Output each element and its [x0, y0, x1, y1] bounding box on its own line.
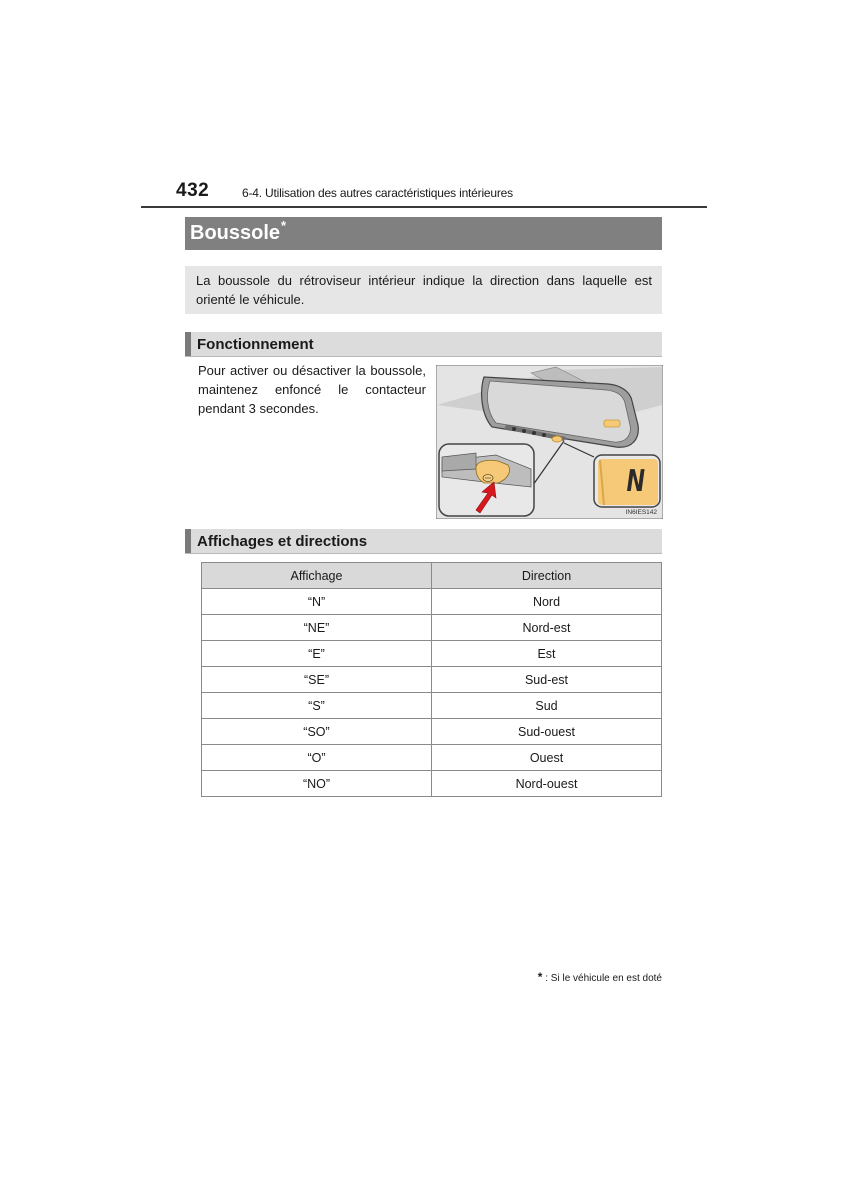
directions-table	[201, 562, 662, 797]
direction-cell: Nord-est	[432, 615, 662, 641]
affichage-cell: “NO”	[202, 771, 432, 797]
footnote-text: : Si le véhicule en est doté	[545, 973, 662, 984]
table-row	[202, 589, 662, 615]
affichage-cell: “S”	[202, 693, 432, 719]
column-header-affichage: Affichage	[202, 563, 432, 589]
compass-display-letter: N	[624, 464, 648, 499]
page-title: Boussole	[190, 222, 281, 244]
table-row	[202, 615, 662, 641]
mirror-switch-diagram	[436, 365, 663, 519]
affichage-cell: “NE”	[202, 615, 432, 641]
direction-cell: Est	[432, 641, 662, 667]
mirror-illustration	[436, 365, 663, 519]
affichage-cell: “SE”	[202, 667, 432, 693]
section-heading-affichages: Affichages et directions	[185, 529, 662, 553]
fonctionnement-text: Pour activer ou désactiver la boussole, maintenez enfoncé le contacteur pendant 3 secondes.	[198, 363, 426, 416]
direction-cell: Sud-est	[432, 667, 662, 693]
table-row	[202, 771, 662, 797]
table-row	[202, 667, 662, 693]
page-number: 432	[176, 180, 210, 201]
table-row	[202, 641, 662, 667]
section-heading-fonctionnement: Fonctionnement	[185, 332, 662, 356]
direction-cell: Ouest	[432, 745, 662, 771]
direction-cell: Nord-ouest	[432, 771, 662, 797]
affichage-cell: “N”	[202, 589, 432, 615]
figure-code: IN6IES142	[625, 509, 657, 516]
affichage-cell: “E”	[202, 641, 432, 667]
footnote-star: *	[537, 970, 543, 984]
running-header: 6-4. Utilisation des autres caractéristiques intérieures	[242, 186, 513, 200]
affichage-cell: “SO”	[202, 719, 432, 745]
title-asterisk: *	[281, 218, 287, 233]
title-bar	[185, 217, 662, 250]
footnote	[538, 970, 662, 984]
direction-cell: Sud	[432, 693, 662, 719]
table-row	[202, 719, 662, 745]
affichage-cell: “O”	[202, 745, 432, 771]
direction-cell: Sud-ouest	[432, 719, 662, 745]
column-header-direction: Direction	[432, 563, 662, 589]
table-header-row	[202, 563, 662, 589]
table-row	[202, 693, 662, 719]
intro-box: La boussole du rétroviseur intérieur indique la direction dans laquelle est orienté le véhicule.	[185, 266, 662, 314]
direction-cell: Nord	[432, 589, 662, 615]
header-rule	[141, 206, 707, 208]
table-row	[202, 745, 662, 771]
